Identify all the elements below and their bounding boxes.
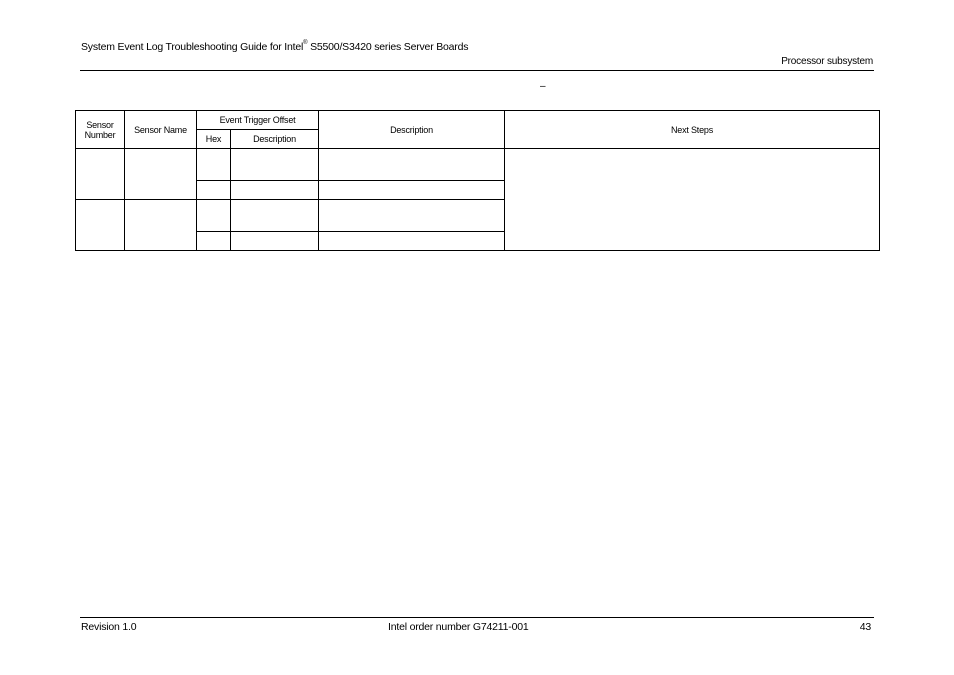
cell-description bbox=[319, 232, 505, 251]
header-sensor-number: Sensor Number bbox=[76, 111, 125, 149]
header-sensor-name: Sensor Name bbox=[125, 111, 197, 149]
page-title bbox=[81, 41, 468, 53]
table-caption-dash: – bbox=[540, 81, 546, 92]
footer-page-number: 43 bbox=[859, 621, 871, 633]
cell-sensor-name bbox=[125, 149, 197, 200]
header-event-trigger-offset: Event Trigger Offset bbox=[197, 111, 319, 130]
cell-offset-description bbox=[231, 200, 319, 232]
section-title: Processor subsystem bbox=[781, 56, 873, 67]
cell-hex bbox=[197, 149, 231, 181]
cell-offset-description bbox=[231, 181, 319, 200]
sensor-table bbox=[75, 110, 880, 251]
header-next-steps: Next Steps bbox=[505, 111, 880, 149]
title-prefix: System Event Log Troubleshooting Guide for Intel bbox=[81, 41, 304, 53]
cell-sensor-name bbox=[125, 200, 197, 251]
cell-offset-description bbox=[231, 149, 319, 181]
cell-hex bbox=[197, 232, 231, 251]
header-offset-description: Description bbox=[231, 130, 319, 149]
header-divider bbox=[80, 70, 874, 71]
cell-offset-description bbox=[231, 232, 319, 251]
header-hex: Hex bbox=[197, 130, 231, 149]
cell-sensor-number bbox=[76, 200, 125, 251]
footer-revision: Revision 1.0 bbox=[81, 621, 137, 633]
cell-description bbox=[319, 149, 505, 181]
title-suffix: S5500/S3420 series Server Boards bbox=[307, 41, 469, 53]
footer-divider bbox=[80, 617, 874, 618]
cell-description bbox=[319, 181, 505, 200]
cell-hex bbox=[197, 200, 231, 232]
cell-description bbox=[319, 200, 505, 232]
table-row bbox=[76, 149, 880, 181]
cell-hex bbox=[197, 181, 231, 200]
registered-mark: ® bbox=[303, 40, 308, 46]
header-description: Description bbox=[319, 111, 505, 149]
footer-order-number: Intel order number G74211-001 bbox=[388, 621, 529, 633]
cell-sensor-number bbox=[76, 149, 125, 200]
cell-next-steps bbox=[505, 149, 880, 251]
